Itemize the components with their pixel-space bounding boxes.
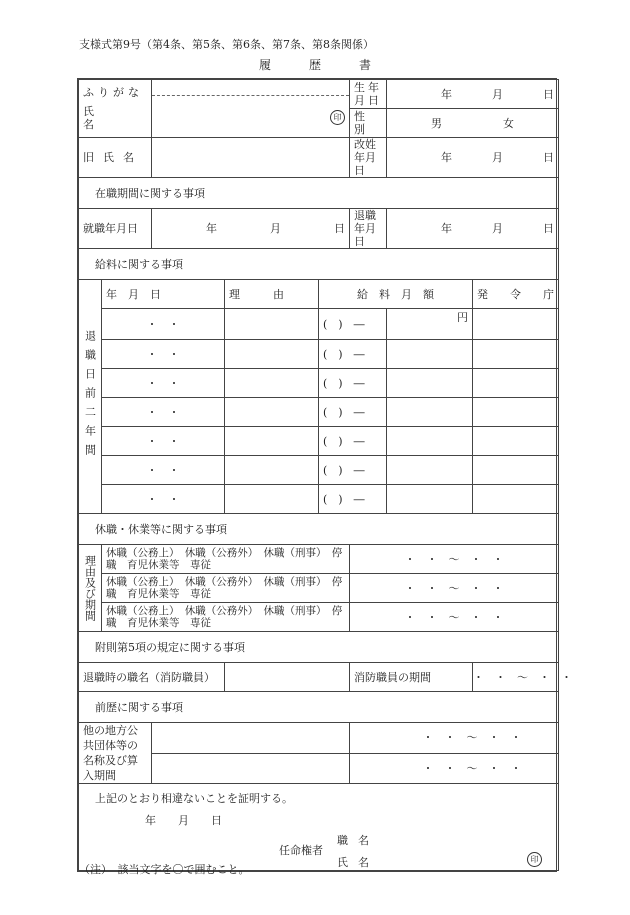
salary-row-reason[interactable] [225, 427, 319, 456]
fire-period-field[interactable]: ・ ・ ～ ・ ・ [473, 663, 559, 692]
salary-row-date[interactable]: ・ ・ [102, 485, 225, 514]
year-unit: 年 [206, 222, 217, 235]
fire-title-field[interactable] [225, 663, 350, 692]
salary-side-label: 退職日前二年間 [79, 280, 102, 514]
salary-row-grade[interactable]: ( ) ― [319, 369, 387, 398]
leave-period[interactable]: ・ ・ ～ ・ ・ [350, 603, 559, 632]
leave-period[interactable]: ・ ・ ～ ・ ・ [350, 545, 559, 574]
salary-row-issuer[interactable] [473, 427, 559, 456]
salary-row-issuer[interactable] [473, 309, 559, 340]
salary-row-grade[interactable]: ( ) ― [319, 456, 387, 485]
retire-date-label: 退職年月日 [350, 209, 387, 249]
leave-reason-options[interactable]: 休職（公務上） 休職（公務外） 休職（刑事） 停職 育児休業等 専従 [102, 574, 350, 603]
certify-date[interactable]: 年 月 日 [145, 814, 222, 827]
year-unit: 年 [441, 87, 452, 101]
salary-header-date: 年 月 日 [102, 280, 225, 309]
salary-row-date[interactable]: ・ ・ [102, 369, 225, 398]
name-label: 氏名 [83, 105, 134, 131]
salary-row-date[interactable]: ・ ・ [102, 398, 225, 427]
day-unit: 日 [543, 87, 554, 101]
appointer-label: 任命権者 [279, 844, 323, 857]
salary-row [79, 398, 559, 427]
day-unit: 日 [543, 222, 554, 235]
month-unit: 月 [270, 222, 281, 235]
salary-row [79, 340, 559, 369]
salary-row-reason[interactable] [225, 369, 319, 398]
salary-row-reason[interactable] [225, 485, 319, 514]
salary-row-reason[interactable] [225, 456, 319, 485]
birth-date-field[interactable] [387, 80, 559, 109]
leave-reason-options[interactable]: 休職（公務上） 休職（公務外） 休職（刑事） 停職 育児休業等 専従 [102, 545, 350, 574]
prev-period-field[interactable]: ・ ・ ～ ・ ・ [350, 753, 559, 784]
day-unit: 日 [543, 151, 554, 164]
year-unit: 年 [441, 151, 452, 164]
name-change-label: 改姓年月日 [350, 138, 387, 178]
month-unit: 月 [492, 222, 503, 235]
month-unit: 月 [492, 151, 503, 164]
hire-date-label: 就職年月日 [79, 209, 152, 249]
seal-icon: 印 [330, 110, 345, 125]
salary-row-amount[interactable] [387, 398, 473, 427]
prev-org-label: 他の地方公共団体等の名称及び算入期間 [79, 723, 152, 784]
salary-row-amount[interactable] [387, 340, 473, 369]
salary-row-date[interactable]: ・ ・ [102, 456, 225, 485]
salary-row-amount[interactable] [387, 456, 473, 485]
footnote: （注） 該当文字を〇で囲むこと。 [79, 863, 250, 876]
old-name-field[interactable] [152, 138, 350, 178]
section-previous: 前歴に関する事項 [79, 692, 559, 723]
certification-block [79, 784, 559, 871]
prev-period-field[interactable]: ・ ・ ～ ・ ・ [350, 723, 559, 754]
prev-org-field[interactable] [152, 723, 350, 754]
salary-row-issuer[interactable] [473, 485, 559, 514]
salary-header-reason: 理 由 [225, 280, 319, 309]
month-unit: 月 [492, 87, 503, 101]
salary-row [79, 485, 559, 514]
seal-icon: 印 [527, 852, 542, 867]
salary-row-date[interactable]: ・ ・ [102, 309, 225, 340]
page-title: 履歴書 [258, 58, 409, 72]
fire-period-label: 消防職員の期間 [350, 663, 473, 692]
salary-row-amount[interactable] [387, 309, 473, 340]
section-leave: 休職・休業等に関する事項 [79, 514, 559, 545]
salary-row [79, 456, 559, 485]
yen-unit: 円 [457, 311, 468, 324]
salary-row-issuer[interactable] [473, 340, 559, 369]
salary-row [79, 427, 559, 456]
hire-date-field[interactable] [152, 209, 350, 249]
salary-row-issuer[interactable] [473, 456, 559, 485]
form-number: 支様式第9号（第4条、第5条、第6条、第7条、第8条関係） [79, 38, 374, 51]
salary-row [79, 369, 559, 398]
fire-title-label: 退職時の職名（消防職員） [79, 663, 225, 692]
salary-row-grade[interactable]: ( ) ― [319, 485, 387, 514]
leave-reason-options[interactable]: 休職（公務上） 休職（公務外） 休職（刑事） 停職 育児休業等 専従 [102, 603, 350, 632]
gender-label: 性別 [350, 109, 387, 138]
furigana-label: ふりがな [83, 86, 143, 99]
salary-row-amount[interactable] [387, 369, 473, 398]
salary-header-issuer: 発 令 庁 [473, 280, 559, 309]
day-unit: 日 [334, 222, 345, 235]
name-field[interactable] [152, 80, 350, 138]
name-label-cell [79, 80, 152, 138]
gender-field[interactable] [387, 109, 559, 138]
leave-side-label: 理由及び期間 [79, 545, 102, 632]
salary-row-reason[interactable] [225, 309, 319, 340]
salary-row-date[interactable]: ・ ・ [102, 340, 225, 369]
salary-row-grade[interactable]: ( ) ― [319, 309, 387, 340]
salary-row-amount[interactable] [387, 485, 473, 514]
gender-female[interactable]: 女 [503, 116, 514, 130]
prev-org-field[interactable] [152, 753, 350, 784]
resume-form [77, 78, 572, 872]
name-change-date-field[interactable] [387, 138, 559, 178]
year-unit: 年 [441, 222, 452, 235]
leave-period[interactable]: ・ ・ ～ ・ ・ [350, 574, 559, 603]
salary-row-amount[interactable] [387, 427, 473, 456]
salary-row-issuer[interactable] [473, 369, 559, 398]
appointer-name-label: 氏名 [337, 856, 379, 869]
salary-row-grade[interactable]: ( ) ― [319, 340, 387, 369]
birth-label: 生年月日 [350, 80, 387, 109]
salary-row-date[interactable]: ・ ・ [102, 427, 225, 456]
section-tenure: 在職期間に関する事項 [79, 178, 559, 209]
salary-header-amount: 給 料 月 額 [319, 280, 473, 309]
post-label: 職名 [337, 834, 379, 847]
salary-row-grade[interactable]: ( ) ― [319, 427, 387, 456]
old-name-label: 旧氏名 [79, 138, 152, 178]
certify-text: 上記のとおり相違ないことを証明する。 [95, 792, 293, 805]
salary-row-issuer[interactable] [473, 398, 559, 427]
section-firefighter: 附則第5項の規定に関する事項 [79, 632, 559, 663]
salary-row-reason[interactable] [225, 340, 319, 369]
retire-date-field[interactable] [387, 209, 559, 249]
gender-male[interactable]: 男 [431, 116, 442, 130]
salary-row-grade[interactable]: ( ) ― [319, 398, 387, 427]
salary-row-reason[interactable] [225, 398, 319, 427]
salary-row [79, 309, 559, 340]
section-salary: 給料に関する事項 [79, 249, 559, 280]
